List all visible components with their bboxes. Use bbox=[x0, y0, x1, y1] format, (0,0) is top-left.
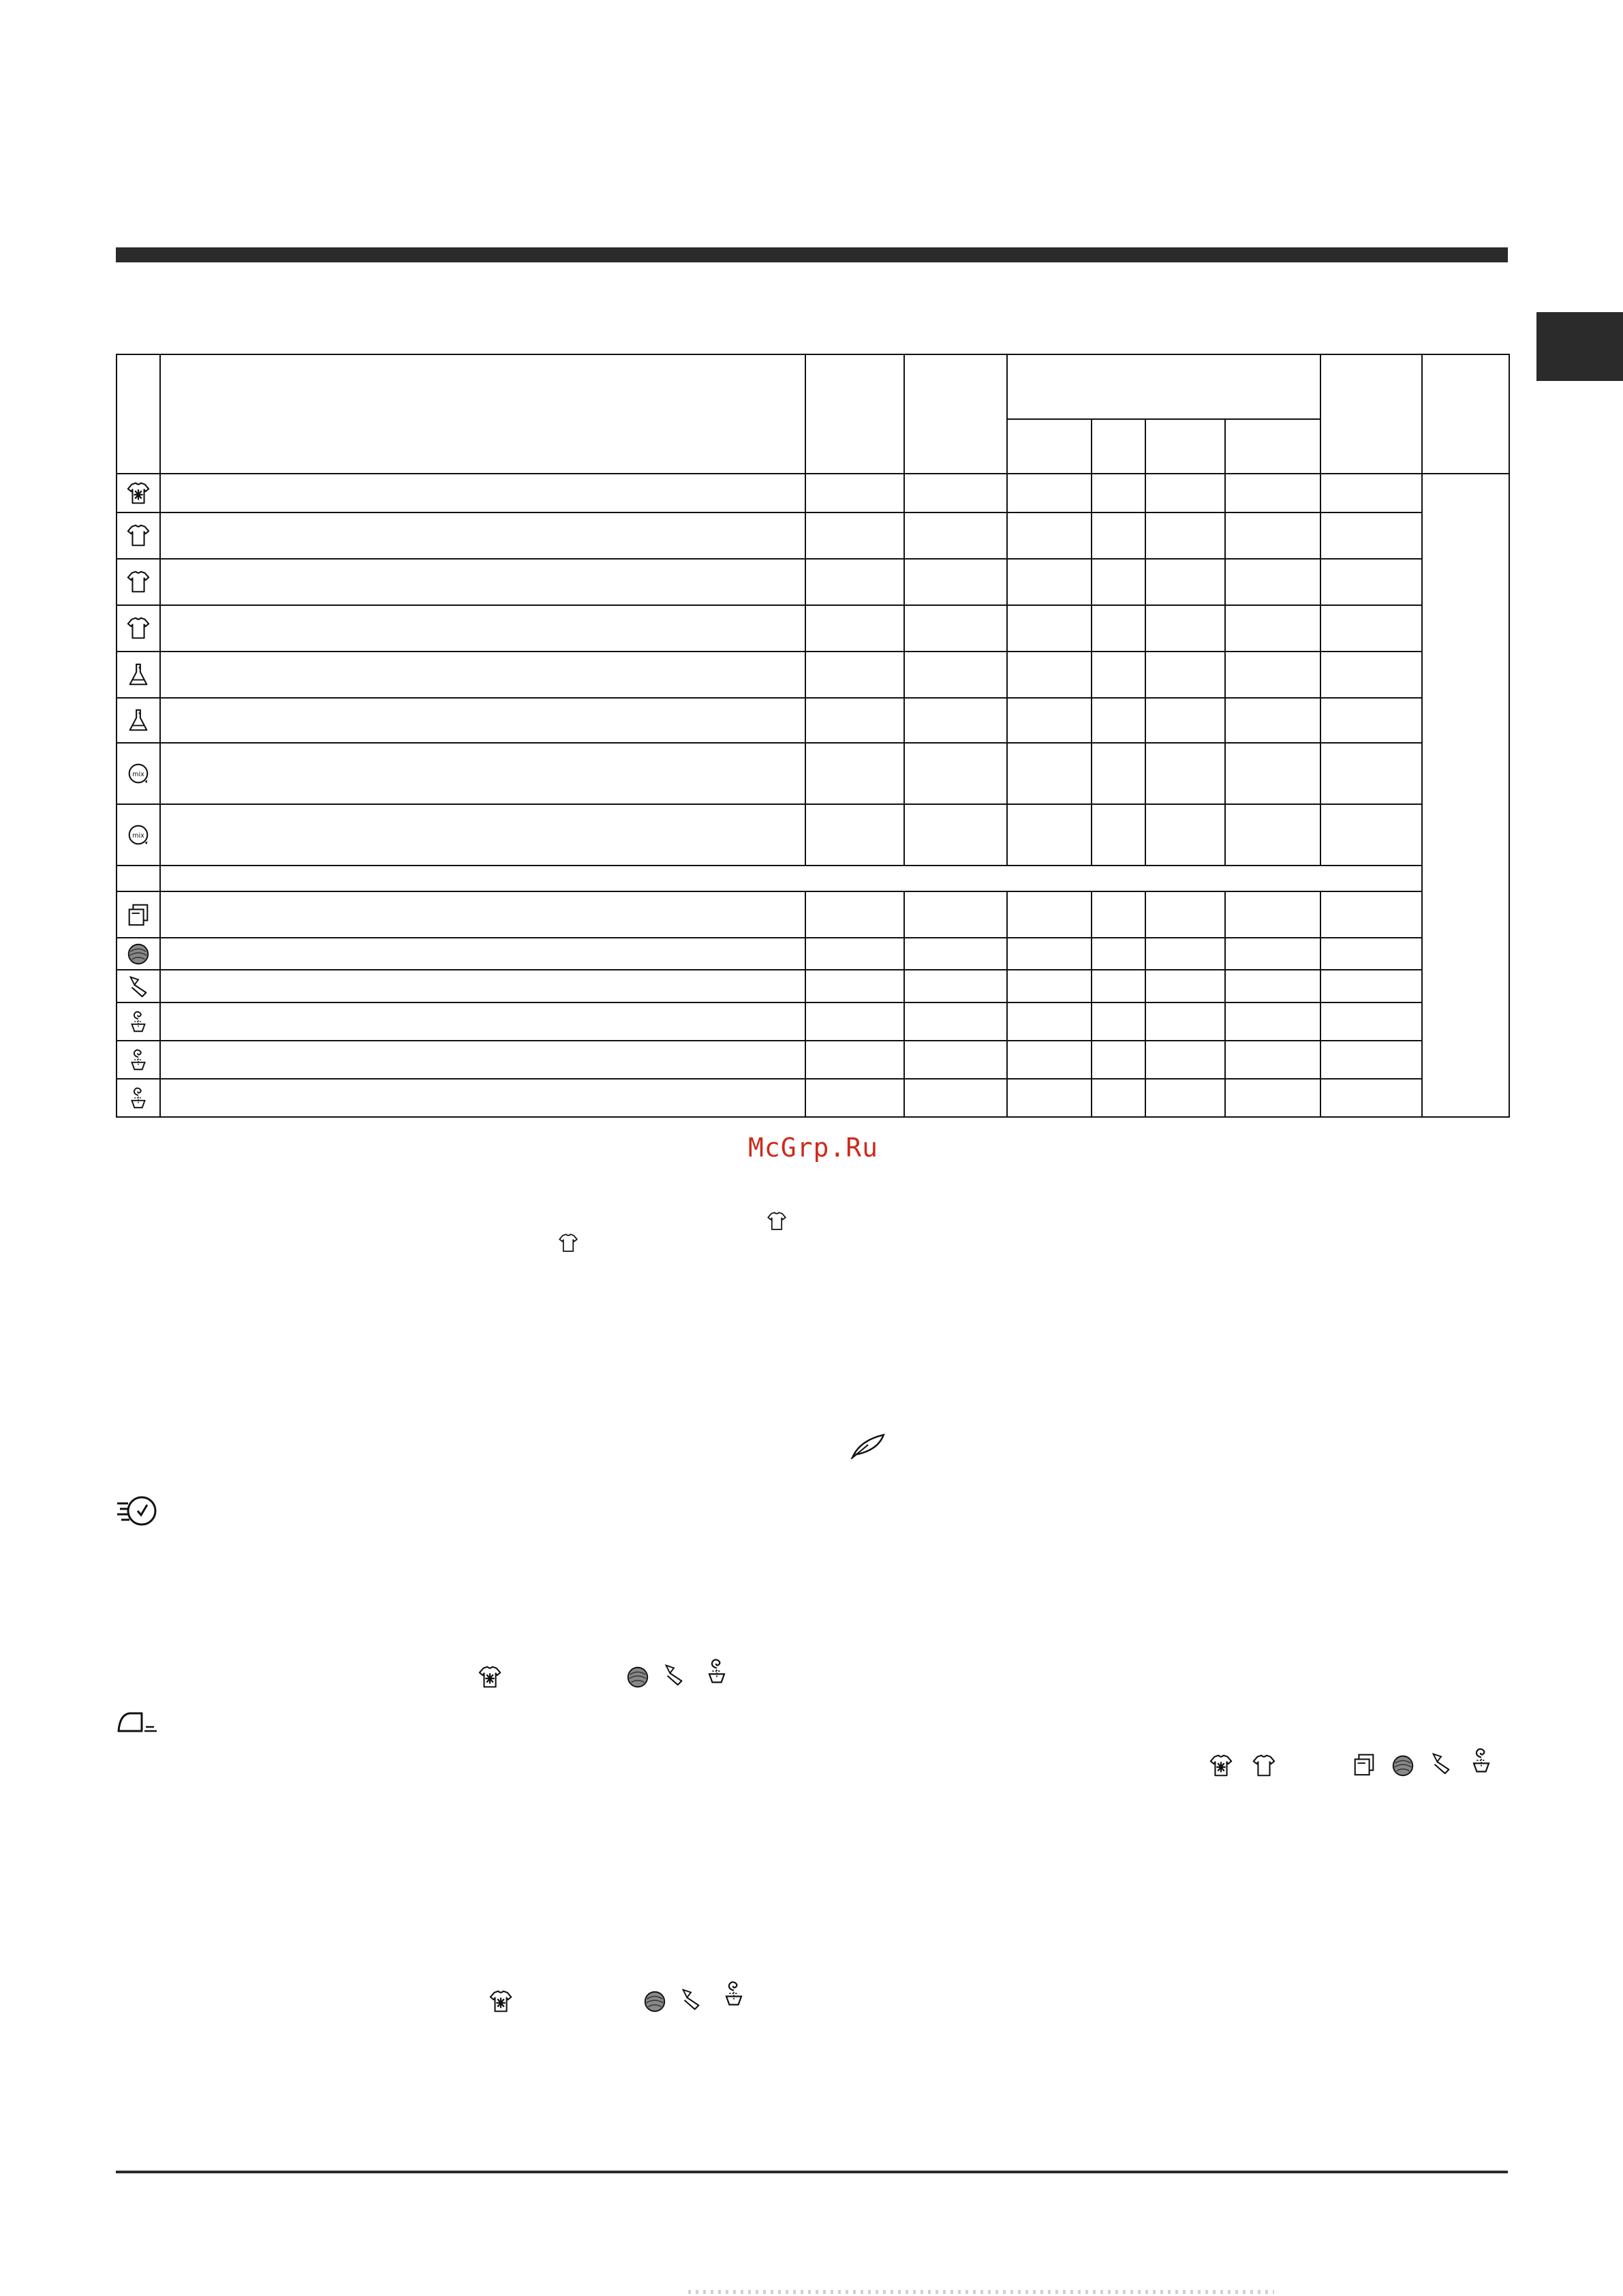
table-cell bbox=[1225, 970, 1320, 1002]
table-cell bbox=[1320, 512, 1422, 559]
table-cell bbox=[1225, 1041, 1320, 1079]
quick-wash-timer-icon bbox=[116, 1493, 159, 1529]
table-cell bbox=[1320, 938, 1422, 970]
table-cell bbox=[1145, 1041, 1225, 1079]
table-cell bbox=[1225, 804, 1320, 866]
table-cell bbox=[1320, 1002, 1422, 1041]
table-cell bbox=[1092, 512, 1145, 559]
table-row bbox=[117, 743, 1509, 804]
table-cell bbox=[904, 698, 1007, 743]
table-cell bbox=[160, 1041, 805, 1079]
table-cell bbox=[1092, 804, 1145, 866]
table-cell bbox=[117, 866, 160, 891]
header-cell bbox=[1320, 354, 1422, 474]
table-cell bbox=[1225, 652, 1320, 698]
table-cell bbox=[1092, 1002, 1145, 1041]
table-cell bbox=[1320, 652, 1422, 698]
wool-icon bbox=[625, 1664, 651, 1690]
header-cell bbox=[1007, 419, 1092, 474]
table-cell bbox=[1007, 652, 1092, 698]
table-cell bbox=[1007, 1041, 1092, 1079]
table-cell bbox=[160, 605, 805, 652]
table-cell bbox=[805, 1002, 904, 1041]
table-row bbox=[117, 559, 1509, 605]
table-cell bbox=[1145, 743, 1225, 804]
synthetic-flask-icon bbox=[125, 662, 151, 688]
table-cell bbox=[160, 938, 805, 970]
table-cell bbox=[1320, 698, 1422, 743]
table-cell bbox=[805, 1079, 904, 1117]
table-cell bbox=[1092, 474, 1145, 512]
row-icon-cell bbox=[117, 938, 160, 970]
row-icon-cell bbox=[117, 559, 160, 605]
table-cell bbox=[805, 804, 904, 866]
table-cell bbox=[1145, 804, 1225, 866]
table-cell bbox=[1225, 605, 1320, 652]
cotton-shirt-icon bbox=[125, 569, 151, 595]
table-cell bbox=[805, 605, 904, 652]
table-cell bbox=[160, 1079, 805, 1117]
row-icon-cell bbox=[117, 474, 160, 512]
header-cell bbox=[1145, 419, 1225, 474]
table-cell bbox=[1145, 559, 1225, 605]
row-icon-cell bbox=[117, 1002, 160, 1041]
silk-icon bbox=[125, 973, 151, 999]
table-cell bbox=[1092, 1079, 1145, 1117]
baby-swirl-icon bbox=[719, 1976, 749, 2010]
table-row bbox=[117, 605, 1509, 652]
table-cell bbox=[904, 938, 1007, 970]
table-cell bbox=[805, 970, 904, 1002]
wool-icon bbox=[642, 1989, 668, 2015]
table-cell bbox=[1007, 698, 1092, 743]
table-cell bbox=[1225, 474, 1320, 512]
table-cell bbox=[1007, 891, 1092, 938]
table-row bbox=[117, 1002, 1509, 1041]
table-cell bbox=[1225, 512, 1320, 559]
table-cell bbox=[160, 1002, 805, 1041]
table-cell bbox=[1007, 1002, 1092, 1041]
watermark-text: McGrp.Ru bbox=[748, 1133, 879, 1163]
table-cell bbox=[160, 474, 805, 512]
table-cell bbox=[1225, 1002, 1320, 1041]
table-cell bbox=[160, 804, 805, 866]
table-section-row bbox=[117, 866, 1509, 891]
table-cell bbox=[904, 1041, 1007, 1079]
table-cell bbox=[1145, 1002, 1225, 1041]
easy-iron-icon bbox=[114, 1707, 158, 1736]
table-cell bbox=[904, 1079, 1007, 1117]
row-icon-cell bbox=[117, 512, 160, 559]
table-cell bbox=[1007, 804, 1092, 866]
table-row bbox=[117, 698, 1509, 743]
table-cell bbox=[1145, 605, 1225, 652]
section-heading-cell bbox=[160, 866, 1422, 891]
cotton-shirt-icon bbox=[1251, 1753, 1277, 1779]
table-cell bbox=[904, 474, 1007, 512]
table-cell bbox=[805, 698, 904, 743]
table-cell bbox=[1145, 698, 1225, 743]
silk-icon bbox=[1428, 1750, 1454, 1776]
table-cell bbox=[1007, 512, 1092, 559]
bed-linen-icon bbox=[125, 902, 151, 928]
table-cell bbox=[904, 1002, 1007, 1041]
header-cell bbox=[805, 354, 904, 474]
table-row bbox=[117, 512, 1509, 559]
cotton-stains-icon bbox=[488, 1989, 514, 2015]
table-header-row bbox=[117, 354, 1509, 419]
header-cell bbox=[1092, 419, 1145, 474]
baby-swirl-icon bbox=[125, 1047, 151, 1073]
table-cell bbox=[1092, 970, 1145, 1002]
table-cell bbox=[1092, 698, 1145, 743]
table-cell bbox=[1007, 970, 1092, 1002]
silk-icon bbox=[678, 1986, 704, 2012]
cotton-stains-icon bbox=[1208, 1753, 1234, 1779]
table-row bbox=[117, 938, 1509, 970]
table-cell bbox=[160, 743, 805, 804]
footer-rule bbox=[116, 2171, 1508, 2173]
row-icon-cell bbox=[117, 1079, 160, 1117]
table-cell bbox=[1145, 891, 1225, 938]
row-icon-cell bbox=[117, 970, 160, 1002]
table-cell bbox=[1225, 743, 1320, 804]
feather-icon bbox=[847, 1431, 889, 1461]
table-row bbox=[117, 891, 1509, 938]
table-cell bbox=[160, 891, 805, 938]
baby-swirl-icon bbox=[1466, 1743, 1496, 1777]
header-cell bbox=[1422, 354, 1509, 474]
table-cell bbox=[904, 652, 1007, 698]
table-cell bbox=[805, 652, 904, 698]
table-cell bbox=[1320, 970, 1422, 1002]
table-row bbox=[117, 1041, 1509, 1079]
table-cell bbox=[160, 698, 805, 743]
table-cell bbox=[1007, 1079, 1092, 1117]
table-cell bbox=[1092, 743, 1145, 804]
table-cell bbox=[1320, 559, 1422, 605]
table-cell bbox=[160, 559, 805, 605]
header-cell bbox=[1225, 419, 1320, 474]
table-cell bbox=[1225, 938, 1320, 970]
table-row bbox=[117, 970, 1509, 1002]
table-cell bbox=[1007, 605, 1092, 652]
baby-swirl-icon bbox=[702, 1655, 732, 1687]
cotton-stains-icon bbox=[125, 480, 151, 506]
cotton-shirt-icon bbox=[766, 1210, 788, 1232]
table-cell bbox=[1225, 559, 1320, 605]
table-cell bbox=[904, 559, 1007, 605]
table-cell bbox=[1145, 938, 1225, 970]
table-cell bbox=[1092, 559, 1145, 605]
table-cell bbox=[160, 512, 805, 559]
table-cell bbox=[1145, 970, 1225, 1002]
table-cell-merged bbox=[1422, 474, 1509, 1117]
table-row bbox=[117, 474, 1509, 512]
wool-icon bbox=[125, 941, 151, 967]
table-cell bbox=[904, 970, 1007, 1002]
silk-icon bbox=[661, 1662, 687, 1687]
row-icon-cell bbox=[117, 605, 160, 652]
table-row bbox=[117, 804, 1509, 866]
table-cell bbox=[805, 743, 904, 804]
mix-icon bbox=[125, 822, 151, 848]
table-cell bbox=[1145, 512, 1225, 559]
table-cell bbox=[1225, 891, 1320, 938]
table-cell bbox=[1145, 474, 1225, 512]
table-cell bbox=[160, 652, 805, 698]
header-cell bbox=[1007, 354, 1320, 419]
table-cell bbox=[904, 512, 1007, 559]
row-icon-cell bbox=[117, 652, 160, 698]
header-rule bbox=[116, 247, 1508, 262]
table-cell bbox=[805, 474, 904, 512]
row-icon-cell bbox=[117, 743, 160, 804]
table-cell bbox=[160, 970, 805, 1002]
table-cell bbox=[904, 743, 1007, 804]
table-cell bbox=[805, 938, 904, 970]
table-cell bbox=[805, 1041, 904, 1079]
header-cell bbox=[904, 354, 1007, 474]
table-cell bbox=[1145, 1079, 1225, 1117]
table-cell bbox=[904, 891, 1007, 938]
table-cell bbox=[1320, 1041, 1422, 1079]
table-cell bbox=[1225, 698, 1320, 743]
row-icon-cell bbox=[117, 1041, 160, 1079]
table-row bbox=[117, 652, 1509, 698]
table-cell bbox=[904, 605, 1007, 652]
footer-scan-artifact bbox=[688, 2290, 1274, 2294]
table-cell bbox=[1007, 743, 1092, 804]
table-cell bbox=[904, 804, 1007, 866]
table-cell bbox=[1092, 891, 1145, 938]
table-cell bbox=[1320, 743, 1422, 804]
row-icon-cell bbox=[117, 698, 160, 743]
table-cell bbox=[1092, 1041, 1145, 1079]
table-cell bbox=[1225, 1079, 1320, 1117]
row-icon-cell bbox=[117, 891, 160, 938]
row-icon-cell bbox=[117, 804, 160, 866]
table-cell bbox=[805, 891, 904, 938]
table-cell bbox=[1007, 559, 1092, 605]
header-cell bbox=[117, 354, 160, 474]
table-cell bbox=[1092, 652, 1145, 698]
baby-swirl-icon bbox=[125, 1085, 151, 1111]
synthetic-flask-icon bbox=[125, 707, 151, 733]
table-cell bbox=[1092, 605, 1145, 652]
wool-icon bbox=[1390, 1753, 1416, 1779]
table-cell bbox=[805, 512, 904, 559]
table-row bbox=[117, 1079, 1509, 1117]
table-cell bbox=[1320, 474, 1422, 512]
programs-table bbox=[116, 354, 1510, 1118]
cotton-shirt-icon bbox=[557, 1232, 579, 1254]
header-cell bbox=[160, 354, 805, 474]
baby-swirl-icon bbox=[125, 1009, 151, 1035]
table-cell bbox=[1320, 605, 1422, 652]
bed-linen-icon bbox=[1351, 1751, 1377, 1777]
table-cell bbox=[1007, 474, 1092, 512]
table-cell bbox=[1007, 938, 1092, 970]
table-cell bbox=[1320, 891, 1422, 938]
cotton-shirt-icon bbox=[125, 523, 151, 549]
table-cell bbox=[1145, 652, 1225, 698]
table-cell bbox=[1320, 1079, 1422, 1117]
cotton-stains-icon bbox=[477, 1664, 503, 1690]
table-cell bbox=[1320, 804, 1422, 866]
cotton-shirt-icon bbox=[125, 615, 151, 641]
table-cell bbox=[805, 559, 904, 605]
table-cell bbox=[1092, 938, 1145, 970]
mix-icon bbox=[125, 761, 151, 786]
language-tab bbox=[1536, 312, 1623, 381]
